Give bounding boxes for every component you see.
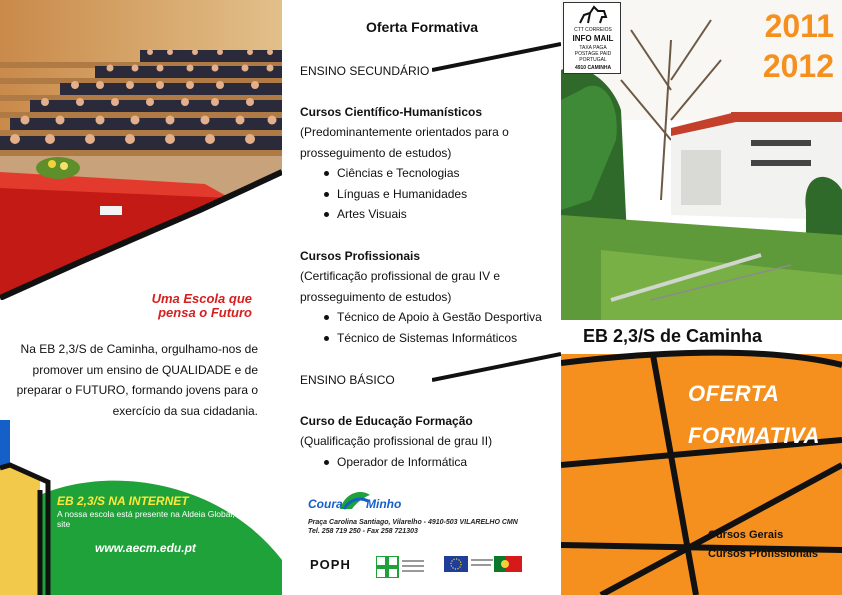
internet-url-link[interactable]: www.aecm.edu.pt (95, 541, 196, 555)
course-professional: Cursos Profissionais (708, 548, 819, 560)
list-item: Línguas e Humanidades (324, 184, 467, 205)
stamp-line-4: 4910 CAMINHA (574, 65, 612, 71)
scientific-desc-1: (Predominantemente orientados para o (300, 125, 509, 139)
logo-text-minho: Minho (366, 497, 402, 511)
portugal-flag-icon (494, 556, 524, 578)
page-title: Oferta Formativa (366, 19, 479, 35)
cef-course-list (324, 452, 467, 473)
poph-logo (310, 556, 362, 578)
list-item: Operador de Informática (324, 452, 467, 473)
cef-desc: (Qualificação profissional de grau II) (300, 434, 493, 448)
scientific-desc-2: prosseguimento de estudos) (300, 146, 452, 160)
slogan (152, 292, 252, 320)
list-item: Técnico de Apoio à Gestão Desportiva (324, 307, 542, 328)
professional-course-list (324, 307, 542, 348)
cover-title-line-2: FORMATIVA (688, 423, 820, 448)
year-end: 2012 (762, 48, 834, 84)
slogan-line-1: Uma Escola que (151, 291, 252, 306)
poph-logo-text: POPH (310, 557, 351, 572)
professional-desc-2: prosseguimento de estudos) (300, 290, 452, 304)
stamp-line-2: POSTAGE PAID (574, 51, 612, 57)
right-panel (561, 0, 842, 595)
middle-panel (282, 0, 561, 595)
auditorium-photo (0, 0, 282, 300)
internet-title: EB 2,3/S NA INTERNET (57, 494, 189, 508)
stamp-line-3: PORTUGAL (579, 57, 607, 63)
secondary-heading: ENSINO SECUNDÁRIO (300, 64, 430, 78)
stamp-main: INFO MAIL (572, 34, 614, 43)
address-block (308, 518, 518, 536)
list-item: Técnico de Sistemas Informáticos (324, 328, 542, 349)
course-general: Cursos Gerais (708, 529, 784, 541)
professional-desc-1: (Certificação profissional de grau IV e (300, 269, 501, 283)
logo-text-coura: Coura (308, 497, 343, 511)
address-line-1: Praça Carolina Santiago, Vilarelho - 4910-503 VILARELHO CMN (308, 519, 518, 526)
left-panel (0, 0, 282, 595)
eu-flag-icon (444, 556, 494, 578)
divider-line (432, 40, 561, 80)
horse-rider-icon (578, 5, 608, 25)
school-name: EB 2,3/S de Caminha (583, 326, 763, 346)
address-line-2: Tel. 258 719 250 - Fax 258 721303 (308, 528, 418, 535)
cef-title: Curso de Educação Formação (300, 414, 473, 428)
stamp-line-1: TAXA PAGA (579, 45, 607, 51)
scientific-title: Cursos Científico-Humanísticos (300, 105, 483, 119)
list-item: Artes Visuais (324, 204, 467, 225)
year-start: 2011 (764, 8, 834, 44)
couraminho-logo (308, 489, 400, 515)
scientific-course-list (324, 163, 467, 225)
stamp-top: CTT CORREIOS (574, 27, 612, 33)
professional-title: Cursos Profissionais (300, 249, 421, 263)
divider-line (432, 350, 561, 390)
qren-logo (376, 556, 426, 578)
slogan-line-2: pensa o Futuro (158, 305, 252, 320)
list-item: Ciências e Tecnologias (324, 163, 467, 184)
basic-heading: ENSINO BÁSICO (300, 373, 395, 387)
info-mail-stamp (563, 2, 621, 74)
internet-text: A nossa escola está presente na Aldeia Global, no site (57, 509, 247, 529)
intro-text: Na EB 2,3/S de Caminha, orgulhamo-nos de promover um ensino de QUALIDADE e de preparar o FUTURO, formando jovens para o exercício da sua cidadania. (16, 342, 258, 418)
cover-title-line-1: OFERTA (688, 381, 780, 406)
